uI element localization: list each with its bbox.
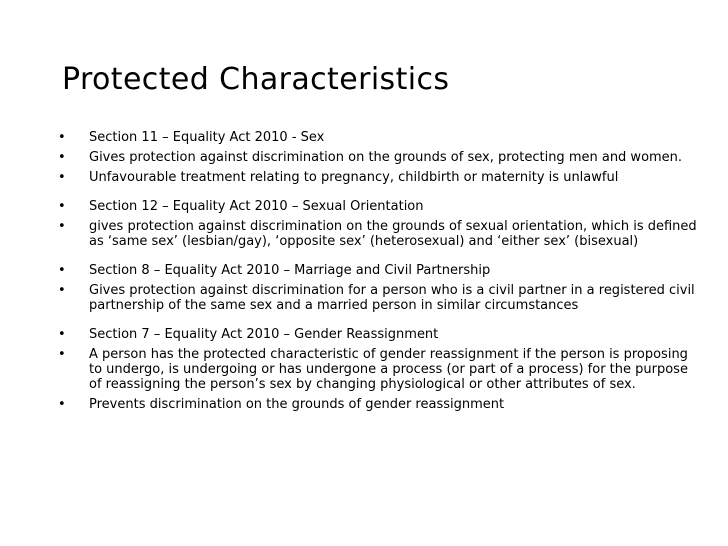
bullet-item: [58, 327, 698, 342]
bullet-item: [58, 263, 698, 278]
bullet-icon: •: [58, 199, 66, 214]
bullet-icon: •: [58, 150, 66, 165]
bullet-icon: •: [58, 347, 66, 362]
bullet-item: [58, 219, 698, 249]
bullet-text: Section 7 – Equality Act 2010 – Gender Reassignment: [89, 327, 439, 342]
bullet-icon: •: [58, 263, 66, 278]
bullet-text: Gives protection against discrimination on the grounds of sex, protecting men and women.: [89, 150, 683, 165]
bullet-item: [58, 170, 698, 185]
bullet-text: Section 8 – Equality Act 2010 – Marriage and Civil Partnership: [89, 263, 491, 278]
bullet-text: A person has the protected characteristic of gender reassignment if the person is proposing to undergo, is undergoing or has undergone a process (or part of a process) for the purpose of reassigning the person’s sex by changing physiological or other attributes of sex.: [89, 347, 688, 392]
bullet-item: [58, 199, 698, 214]
bullet-item: [58, 397, 698, 412]
bullet-text: gives protection against discrimination on the grounds of sexual orientation, which is defined as ‘same sex’ (lesbian/gay), ‘opposite sex’ (heterosexual) and ‘either sex’ (bisexual): [89, 219, 697, 249]
bullet-icon: •: [58, 327, 66, 342]
bullet-item: [58, 130, 698, 145]
bullet-text: Unfavourable treatment relating to pregnancy, childbirth or maternity is unlawful: [89, 170, 619, 185]
bullet-item: [58, 283, 698, 313]
bullet-icon: •: [58, 283, 66, 298]
bullet-icon: •: [58, 219, 66, 234]
bullet-text: Prevents discrimination on the grounds of gender reassignment: [89, 397, 505, 412]
bullet-item: [58, 150, 698, 165]
bullet-icon: •: [58, 170, 66, 185]
bullet-list: [58, 130, 698, 417]
bullet-text: Section 12 – Equality Act 2010 – Sexual Orientation: [89, 199, 424, 214]
bullet-item: [58, 347, 698, 392]
slide-title: Protected Characteristics: [62, 62, 450, 97]
bullet-text: Section 11 – Equality Act 2010 - Sex: [89, 130, 325, 145]
bullet-text: Gives protection against discrimination for a person who is a civil partner in a registered civil partnership of the same sex and a married person in similar circumstances: [89, 283, 695, 313]
bullet-icon: •: [58, 130, 66, 145]
bullet-icon: •: [58, 397, 66, 412]
